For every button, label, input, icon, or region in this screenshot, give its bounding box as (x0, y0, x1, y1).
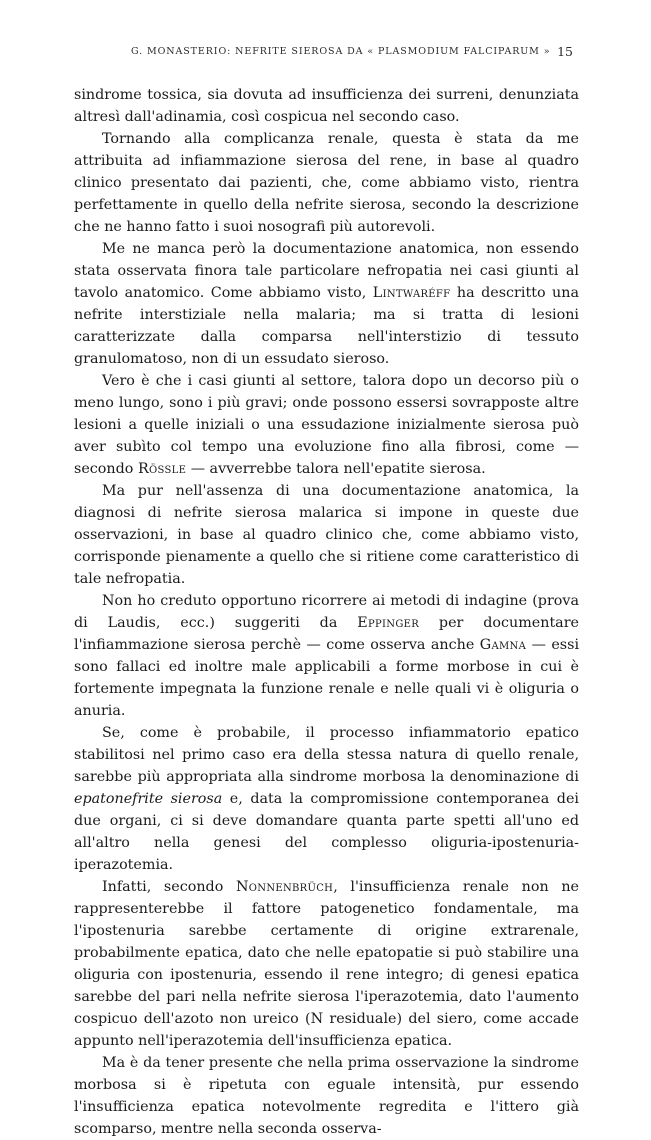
paragraph-3 (74, 238, 579, 370)
paragraph-4-text-a: Vero è che i casi giunti al settore, talora dopo un decorso più o meno lungo, sono i più gravi; onde possono essersi sovrapposte altre lesioni a quelle iniziali o una essudazione inizialmente sierosa può aver subìto col tempo una evoluzione fino alla fibrosi, come — secondo (74, 373, 579, 477)
running-header: G. MONASTERIO: NEFRITE SIEROSA DA « PLASMODIUM FALCIPARUM » (131, 46, 551, 57)
author-name-lintwareff: Lintwaréff (372, 285, 451, 301)
paragraph-7-text-b: e, data la compromissione contemporanea dei due organi, ci si deve domandare quanta parte spetti all'uno ed all'altro nella genesi del complesso oliguria-ipostenuria-iperazotemia. (74, 791, 579, 873)
paragraph-8-text-b: , l'insufficienza renale non ne rappresenterebbe il fattore patogenetico fondamentale, ma l'ipostenuria sarebbe certamente di origine extrarenale, probabilmente epatica, dato che nelle epatopatie si può stabilire una oliguria con ipostenuria, essendo il rene integro; di genesi epatica sarebbe del pari nella nefrite sierosa l'iperazotemia, dato l'aumento cospicuo dell'azoto non ureico (N residuale) del siero, come accade appunto nell'iperazotemia dell'insufficienza epatica. (74, 879, 579, 1049)
paragraph-7-text-a: Se, come è probabile, il processo infiammatorio epatico stabilitosi nel primo caso era della stessa natura di quello renale, sarebbe più appropriata alla sindrome morbosa la denominazione di (74, 725, 579, 785)
body-text (74, 84, 579, 1140)
paragraph-6-text-b: per documentare l'infiammazione sierosa perchè — come osserva anche (74, 615, 580, 653)
paragraph-7 (74, 722, 579, 876)
paragraph-9-text: Ma è da tener presente che nella prima osservazione la sindrome morbosa si è ripetuta con eguale intensità, pur essendo l'insufficienza epatica notevolmente regredita e l'ittero già scomparso, mentre nella seconda osserva- (74, 1055, 579, 1137)
paragraph-1-text: sindrome tossica, sia dovuta ad insufficienza dei surreni, denunziata altresì dall'adinamia, così cospicua nel secondo caso. (74, 87, 579, 125)
paragraph-2 (74, 128, 579, 238)
paragraph-8-text-a: Infatti, secondo (102, 879, 224, 895)
term-epatonefrite-sierosa: epatonefrite sierosa (74, 791, 223, 807)
paragraph-4 (74, 370, 579, 480)
paragraph-5-text: Ma pur nell'assenza di una documentazione anatomica, la diagnosi di nefrite sierosa malarica si impone in queste due osservazioni, in base al quadro clinico che, come abbiamo visto, corrisponde pienamente a quello che si ritiene come caratteristico di tale nefropatia. (74, 483, 579, 587)
paragraph-5 (74, 480, 579, 590)
author-name-rossle: Rössle (137, 461, 187, 477)
paragraph-3-text-b: ha descritto una nefrite interstiziale nella malaria; ma si tratta di lesioni caratterizzate dalla comparsa nell'interstizio di tessuto granulomatoso, non di un essudato sieroso. (74, 285, 579, 367)
paragraph-2-text: Tornando alla complicanza renale, questa è stata da me attribuita ad infiammazione sierosa del rene, in base al quadro clinico presentato dai pazienti, che, come abbiamo visto, rientra perfettamente in quello della nefrite sierosa, secondo la descrizione che ne hanno fatto i suoi nosografi più autorevoli. (74, 131, 579, 235)
author-name-gamna: Gamna (479, 637, 527, 653)
paragraph-8 (74, 876, 579, 1052)
paragraph-9 (74, 1052, 579, 1140)
paragraph-6-text-c: — essi sono fallaci ed inoltre male applicabili a forme morbose in cui è fortemente impegnata la funzione renale e nelle quali vi è oliguria o anuria. (74, 637, 580, 719)
author-name-nonnenbruch: Nonnenbrüch (235, 879, 334, 895)
paragraph-1 (74, 84, 579, 128)
paragraph-4-text-b: — avverrebbe talora nell'epatite sierosa. (190, 461, 486, 477)
author-name-eppinger: Eppinger (357, 615, 420, 631)
paragraph-3-text-a: Me ne manca però la documentazione anatomica, non essendo stata osservata finora tale particolare nefropatia nei casi giunti al tavolo anatomico. Come abbiamo visto, (74, 241, 579, 301)
paragraph-6-text-a: Non ho creduto opportuno ricorrere ai metodi di indagine (prova di Laudis, ecc.) suggeriti da (74, 593, 579, 631)
page-number: 15 (557, 44, 573, 59)
paragraph-6 (74, 590, 579, 722)
